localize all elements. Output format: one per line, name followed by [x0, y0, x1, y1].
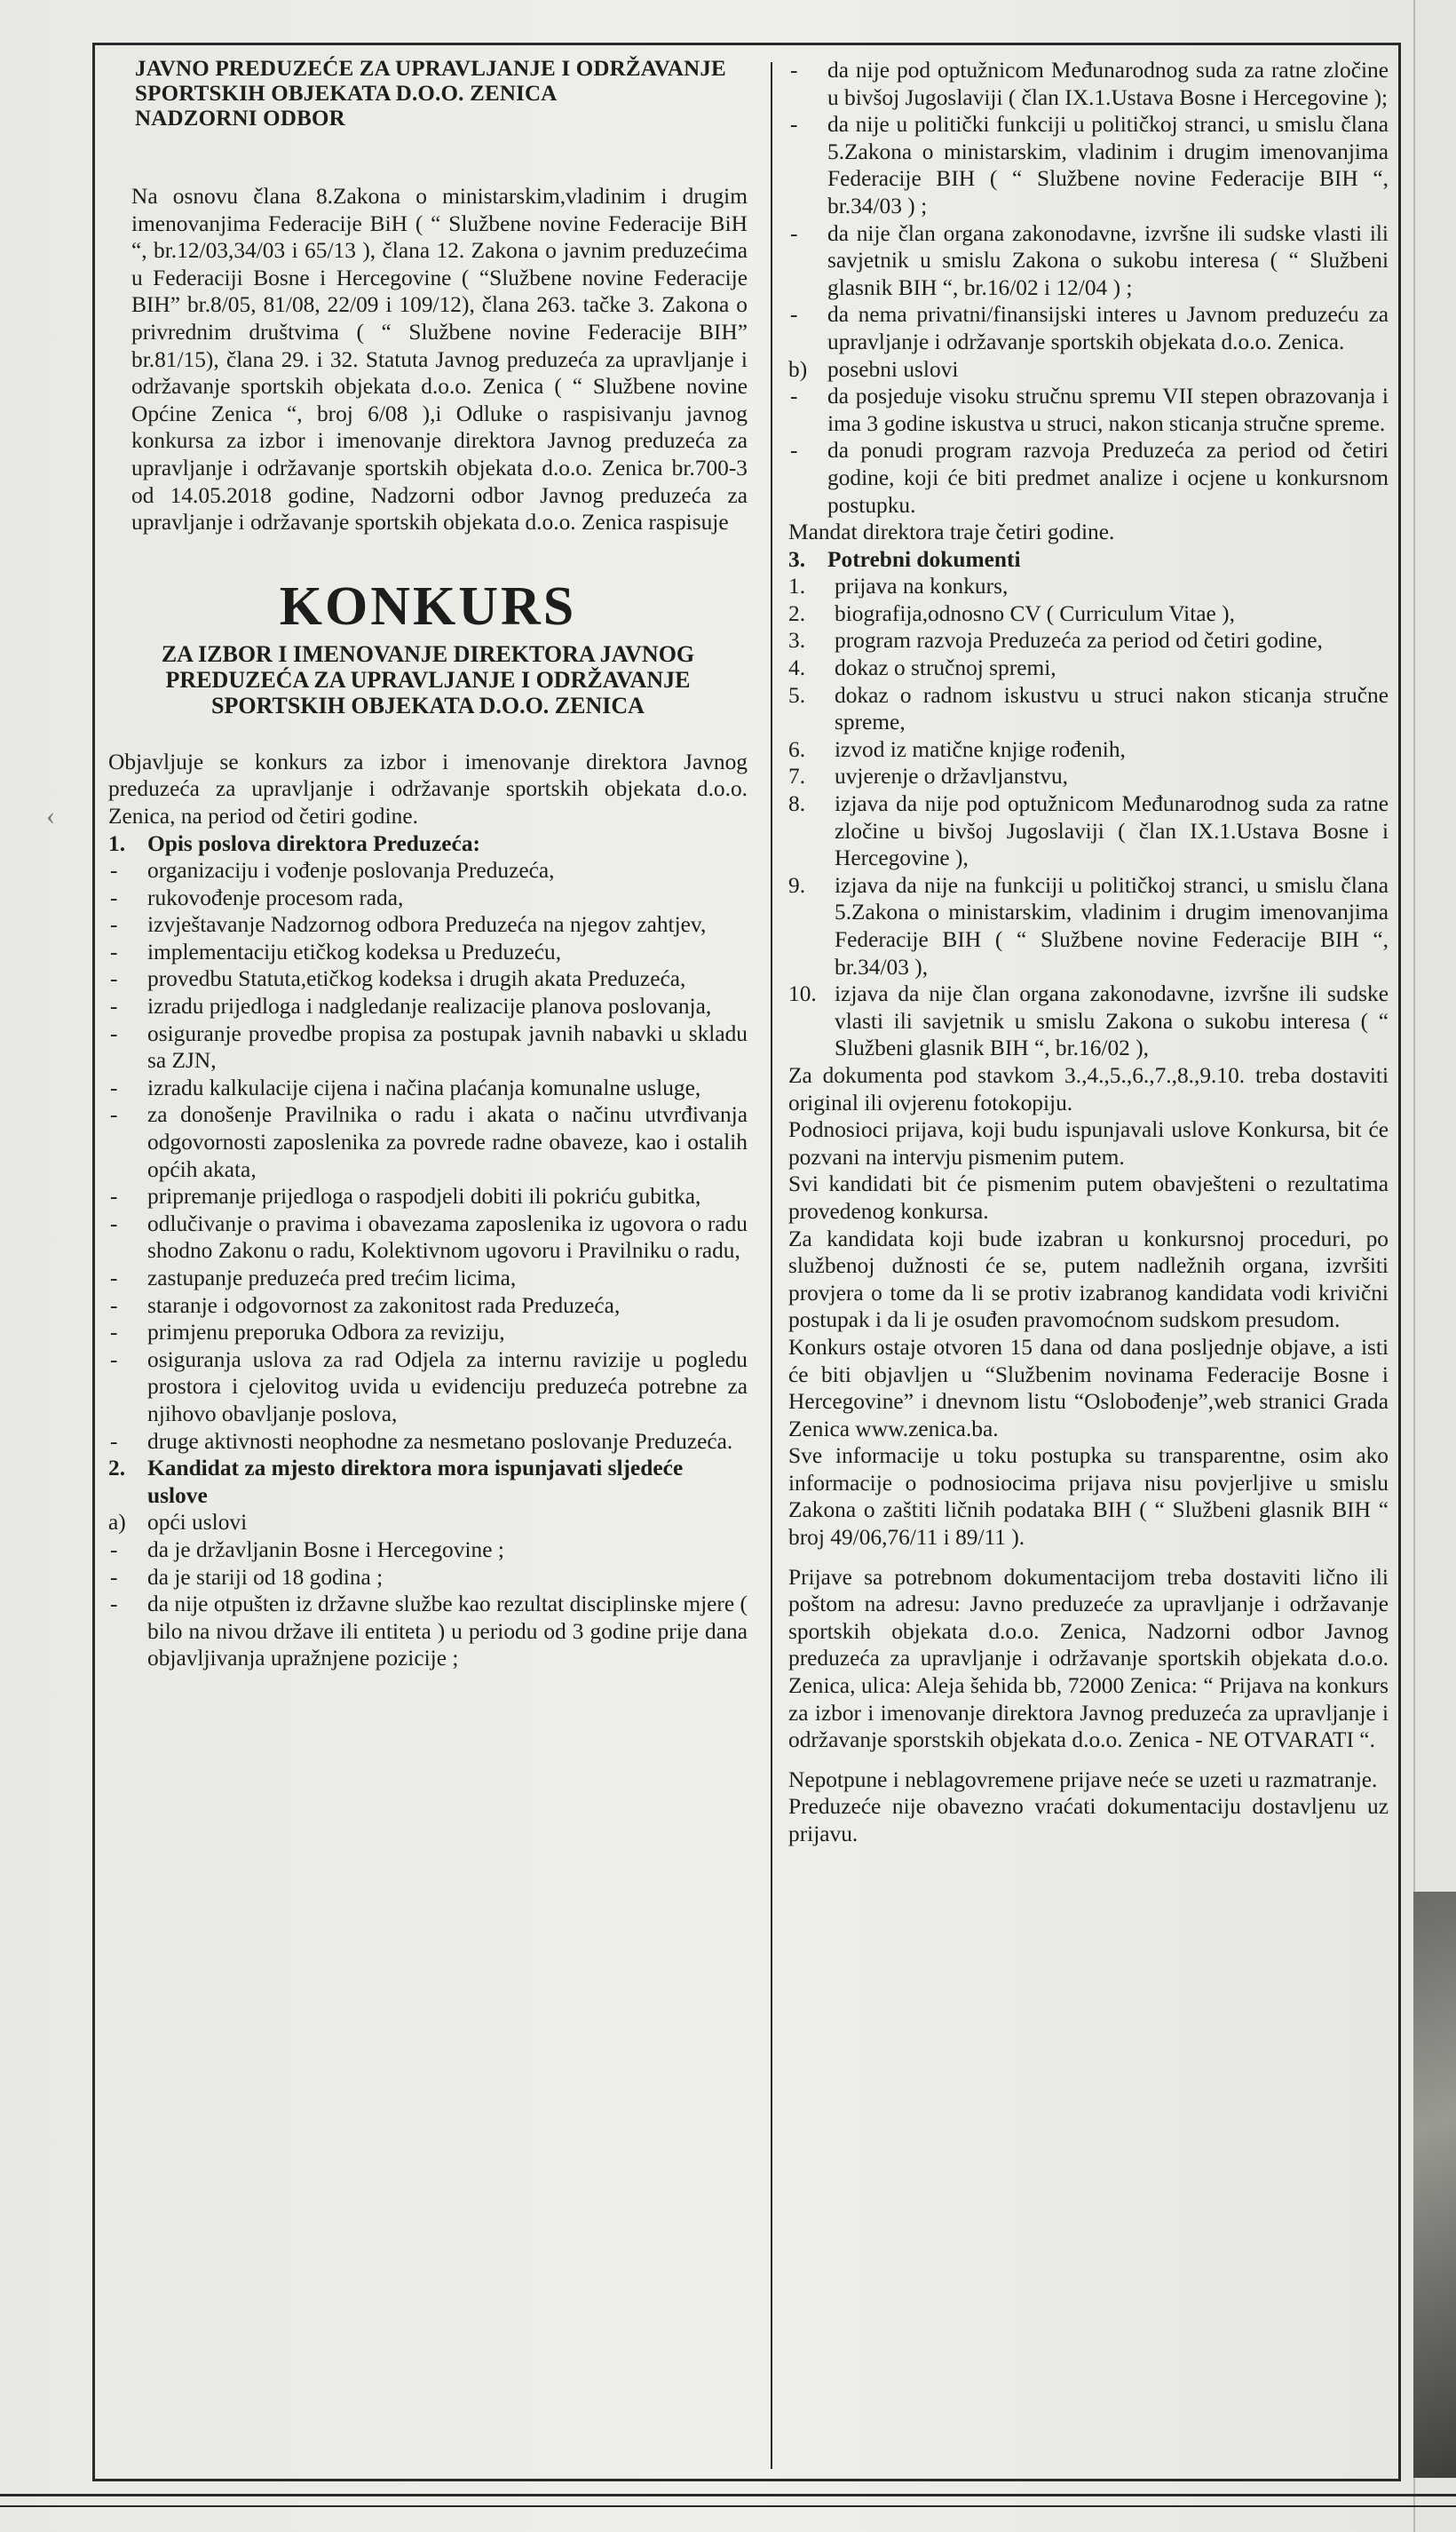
list-item: [788, 573, 1389, 600]
closing-paragraph: Prijave sa potrebnom dokumentacijom treba dostaviti lično ili poštom na adresu: Javno preduzeće za upravljanje i održavanje sportskih objekata d.o.o. Zenica, Nadzorni odbor Javnog preduzeća za upravljanje i održavanje sportskih objekata d.o.o. Zenica, ulica: Aleja šehida bb, 72000 Zenica: “ Prijava na konkurs za izbor i imenovanje direktora Javnog preduzeća za upravljanje i održavanje sporstskih objekata d.o.o. Zenica - NE OTVARATI “.: [788, 1564, 1389, 1753]
list-item: - izradu kalkulacije cijena i načina plaćanja komunalne usluge,: [108, 1075, 748, 1102]
list-item: - provedbu Statuta,etičkog kodeksa i drugih akata Preduzeća,: [108, 965, 748, 993]
list-item: - izvještavanje Nadzornog odbora Preduzeća na njegov zahtjev,: [108, 911, 748, 939]
general-conditions-heading: [108, 1509, 748, 1536]
closing-paragraph: Preduzeće nije obavezno vraćati dokumentaciju dostavljenu uz prijavu.: [788, 1794, 1389, 1846]
list-item: - odlučivanje o pravima i obavezama zaposlenika iz ugovora o radu shodno Zakonu o radu, Kolektivnom ugovoru i Pravilniku o radu,: [108, 1210, 748, 1265]
special-conditions-list: [788, 383, 1389, 519]
list-item: - da posjeduje visoku stručnu spremu VII stepen obrazovanja i ima 3 godine iskustva u struci, nakon sticanja stručne spreme.: [788, 383, 1389, 437]
issuer-line-1: JAVNO PREDUZEĆE ZA UPRAVLJANJE I ODRŽAVANJE: [135, 57, 726, 81]
list-item: - da nema privatni/finansijski interes u Javnom preduzeću za upravljanje i održavanje sportskih objekata d.o.o. Zenica.: [788, 301, 1389, 355]
subsection-letter: a): [108, 1510, 126, 1536]
list-item: [788, 736, 1389, 764]
list-item: [788, 980, 1389, 1062]
mandate-note: Mandat direktora traje četiri godine.: [788, 520, 1115, 545]
section-number: 3.: [788, 546, 806, 572]
konkurs-subtitle: ZA IZBOR I IMENOVANJE DIREKTORA JAVNOG PREDUZEĆA ZA UPRAVLJANJE I ODRŽAVANJE SPORTSKIH OBJEKATA D.O.O. ZENICA: [161, 640, 695, 718]
duties-list: [108, 857, 748, 1455]
list-item: - da je državljanin Bosne i Hercegovine ;: [108, 1536, 748, 1564]
left-column: [108, 57, 748, 1672]
list-item: [788, 763, 1389, 790]
item-number: 6.: [788, 736, 806, 762]
item-number: 2.: [788, 600, 806, 626]
item-text: izjava da nije član organa zakonodavne, izvršne ili sudske vlasti ili savjetnik u smislu Zakona o sukobu interesa ( “ Službeni glasnik BIH “, br.16/02 ),: [835, 981, 1389, 1061]
item-text: dokaz o radnom iskustvu u struci nakon sticanja stručne spreme,: [835, 682, 1389, 735]
issuer-line-2: SPORTSKIH OBJEKATA D.O.O. ZENICA: [135, 82, 558, 106]
list-item: - osiguranje provedbe propisa za postupak javnih nabavki u skladu sa ZJN,: [108, 1020, 748, 1075]
section-title: Potrebni dokumenti: [827, 546, 1021, 572]
list-item: - za donošenje Pravilnika o radu i akata o načinu utvrđivanja odgovornosti zaposlenika za povrede radne obaveze, kao i ostalih općih akata,: [108, 1101, 748, 1183]
item-number: 8.: [788, 791, 806, 817]
subsection-title: opći uslovi: [147, 1510, 248, 1536]
intro-paragraph: Na osnovu člana 8.Zakona o ministarskim,vladinim i drugim imenovanjima Federacije BiH ( “ Službene novine Federacije BiH “, br.12/03,34/03 i 65/13 ), člana 12. Zakona o javnim preduzećima u Federaciji Bosne i Hercegovine ( “Službene novine Federacije BIH” br.8/05, 81/08, 22/09 i 109/12), člana 263. tačke 3. Zakona o privrednim društvima ( “ Službene novine Federacije BIH” br.81/15), člana 29. i 32. Statuta Javnog preduzeća za upravljanje i održavanje sportskih objekata d.o.o. Zenica ( “ Službene novine Općine Zenica “, broj 6/08 ),i Odluke o raspisivanju javnog konkursa za izbor i imenovanje direktora Javnog preduzeća za upravljanje i održavanje sportskih objekata d.o.o. Zenica br.700-3 od 14.05.2018 godine, Nadzorni odbor Javnog preduzeća za upravljanje i održavanje sportskih objekata d.o.o. Zenica raspisuje: [131, 184, 748, 536]
list-item: - da nije otpušten iz državne službe kao rezultat disciplinske mjere ( bilo na nivou države ili entiteta ) u periodu od 3 godine prije dana objavljivanja upražnjene pozicije ;: [108, 1591, 748, 1672]
section-3-heading: [788, 546, 1389, 574]
column-divider: [771, 62, 772, 2469]
list-item: - organizaciju i vođenje poslovanja Preduzeća,: [108, 857, 748, 885]
item-number: 3.: [788, 628, 806, 654]
item-number: 7.: [788, 764, 806, 790]
item-text: izjava da nije na funkciji u političkoj stranci, u smislu člana 5.Zakona o ministarskim, vladinim i drugim imenovanjima Federacije BIH ( “ Službene novine Federacije BIH “, br.34/03 ),: [835, 872, 1389, 980]
item-number: 1.: [788, 574, 806, 599]
konkurs-title: KONKURS: [279, 575, 577, 637]
adjacent-photo: [1413, 1892, 1456, 2478]
list-item: - implementaciju etičkog kodeksa u Preduzeću,: [108, 939, 748, 966]
bottom-rule: [0, 2494, 1456, 2507]
announce-paragraph: Objavljuje se konkurs za izbor i imenovanje direktora Javnog preduzeća za upravljanje i održavanje sportskih objekata d.o.o. Zenica, na period od četiri godine.: [108, 749, 748, 829]
item-text: program razvoja Preduzeća za period od četiri godine,: [835, 628, 1323, 654]
list-item: [788, 872, 1389, 980]
item-text: izvod iz matične knjige rođenih,: [835, 736, 1126, 762]
list-item: - da nije član organa zakonodavne, izvršne ili sudske vlasti ili savjetnik u smislu Zakona o sukobu interesa ( “ Službeni glasnik BIH “, br.16/02 i 12/04 ) ;: [788, 220, 1389, 302]
list-item: [788, 790, 1389, 872]
closing-paragraph: Nepotpune i neblagovremene prijave neće se uzeti u razmatranje.: [788, 1766, 1378, 1792]
closing-paragraph: Konkurs ostaje otvoren 15 dana od dana posljednje objave, a isti će biti objavljen u “Službenim novinama Federacije Bosne i Hercegovine” i dnevnom listu “Oslobođenje”,web stranici Grada Zenica www.zenica.ba.: [788, 1334, 1389, 1441]
item-text: izjava da nije pod optužnicom Međunarodnog suda za ratne zločine u bivšoj Jugoslaviji ( član IX.1.Ustava Bosne i Hercegovine ),: [835, 791, 1389, 871]
list-item: - staranje i odgovornost za zakonitost rada Preduzeća,: [108, 1292, 748, 1320]
list-item: - primjenu preporuka Odbora za reviziju,: [108, 1319, 748, 1346]
list-item: [788, 600, 1389, 628]
section-title: Kandidat za mjesto direktora mora ispunjavati sljedeće uslove: [147, 1456, 684, 1508]
general-conditions-list-cont: [788, 57, 1389, 356]
list-item: - pripremanje prijedloga o raspodjeli dobiti ili pokriću gubitka,: [108, 1183, 748, 1210]
item-text: dokaz o stručnoj spremi,: [835, 655, 1056, 681]
list-item: - zastupanje preduzeća pred trećim licima,: [108, 1265, 748, 1292]
item-number: 10.: [788, 981, 817, 1007]
closing-paragraph: Sve informacije u toku postupka su transparentne, osim ako informacije o podnosiocima prijava nisu povjerljive u smislu Zakona o zaštiti ličnih podataka BIH ( “ Službeni glasnik BIH “ broj 49/06,76/11 i 89/11 ).: [788, 1443, 1389, 1551]
item-text: biografija,odnosno CV ( Curriculum Vitae ),: [835, 600, 1235, 626]
closing-paragraph: Podnosioci prijava, koji budu ispunjavali uslove Konkursa, bit će pozvani na intervju pismenim putem.: [788, 1117, 1389, 1170]
list-item: [788, 682, 1389, 736]
section-number: 1.: [108, 830, 126, 856]
item-text: prijava na konkurs,: [835, 574, 1009, 599]
subsection-title: posebni uslovi: [827, 356, 959, 382]
item-number: 4.: [788, 655, 806, 681]
special-conditions-heading: [788, 356, 1389, 384]
list-item: [788, 655, 1389, 682]
closing-paragraph: Za kandidata koji bude izabran u konkursnoj proceduri, po službenoj dužnosti će se, putem nadležnih organa, izvršiti provjera o tome da li se protiv izabranog kandidata vodi krivični postupak i da li je osuđen pravomoćnom sudskom presudom.: [788, 1226, 1389, 1333]
list-item: - druge aktivnosti neophodne za nesmetano poslovanje Preduzeća.: [108, 1428, 748, 1456]
list-item: - da nije pod optužnicom Međunarodnog suda za ratne zločine u bivšoj Jugoslaviji ( član IX.1.Ustava Bosne i Hercegovine );: [788, 57, 1389, 111]
section-2-heading: [108, 1455, 748, 1509]
list-item: - osiguranja uslova za rad Odjela za internu ravizije u pogledu prostora i cjelovitog uvida u evidenciju preduzeća potrebne za njihovo obavljanje poslova,: [108, 1346, 748, 1428]
issuer-line-3: NADZORNI ODBOR: [135, 107, 345, 131]
subsection-letter: b): [788, 356, 808, 382]
item-text: uvjerenje o državljanstvu,: [835, 764, 1068, 790]
documents-list: [788, 573, 1389, 1062]
list-item: - da ponudi program razvoja Preduzeća za period od četiri godine, koji će biti predmet analize i ocjene u konkursnom postupku.: [788, 437, 1389, 519]
issuer-header: [135, 57, 748, 131]
right-column: [788, 57, 1389, 1848]
item-number: 9.: [788, 872, 806, 898]
list-item: [788, 627, 1389, 655]
list-item: - da nije u politički funkciji u političkoj stranci, u smislu člana 5.Zakona o ministarskim, vladinim i drugim imenovanjima Federacije BIH ( “ Službene novine Federacije BIH “, br.34/03 ) ;: [788, 111, 1389, 219]
margin-mark: ‹: [46, 801, 55, 830]
closing-paragraph: Svi kandidati bit će pismenim putem obavješteni o rezultatima provedenog konkursa.: [788, 1171, 1389, 1224]
item-number: 5.: [788, 682, 806, 708]
section-title: Opis poslova direktora Preduzeća:: [147, 830, 480, 856]
section-1-heading: [108, 830, 748, 858]
list-item: - izradu prijedloga i nadgledanje realizacije planova poslovanja,: [108, 993, 748, 1020]
closing-paragraph: Za dokumenta pod stavkom 3.,4.,5.,6.,7.,8.,9.10. treba dostaviti original ili ovjerenu fotokopiju.: [788, 1062, 1389, 1115]
list-item: - rukovođenje procesom rada,: [108, 885, 748, 912]
general-conditions-list: [108, 1536, 748, 1672]
section-number: 2.: [108, 1456, 126, 1481]
list-item: - da je stariji od 18 godina ;: [108, 1564, 748, 1591]
